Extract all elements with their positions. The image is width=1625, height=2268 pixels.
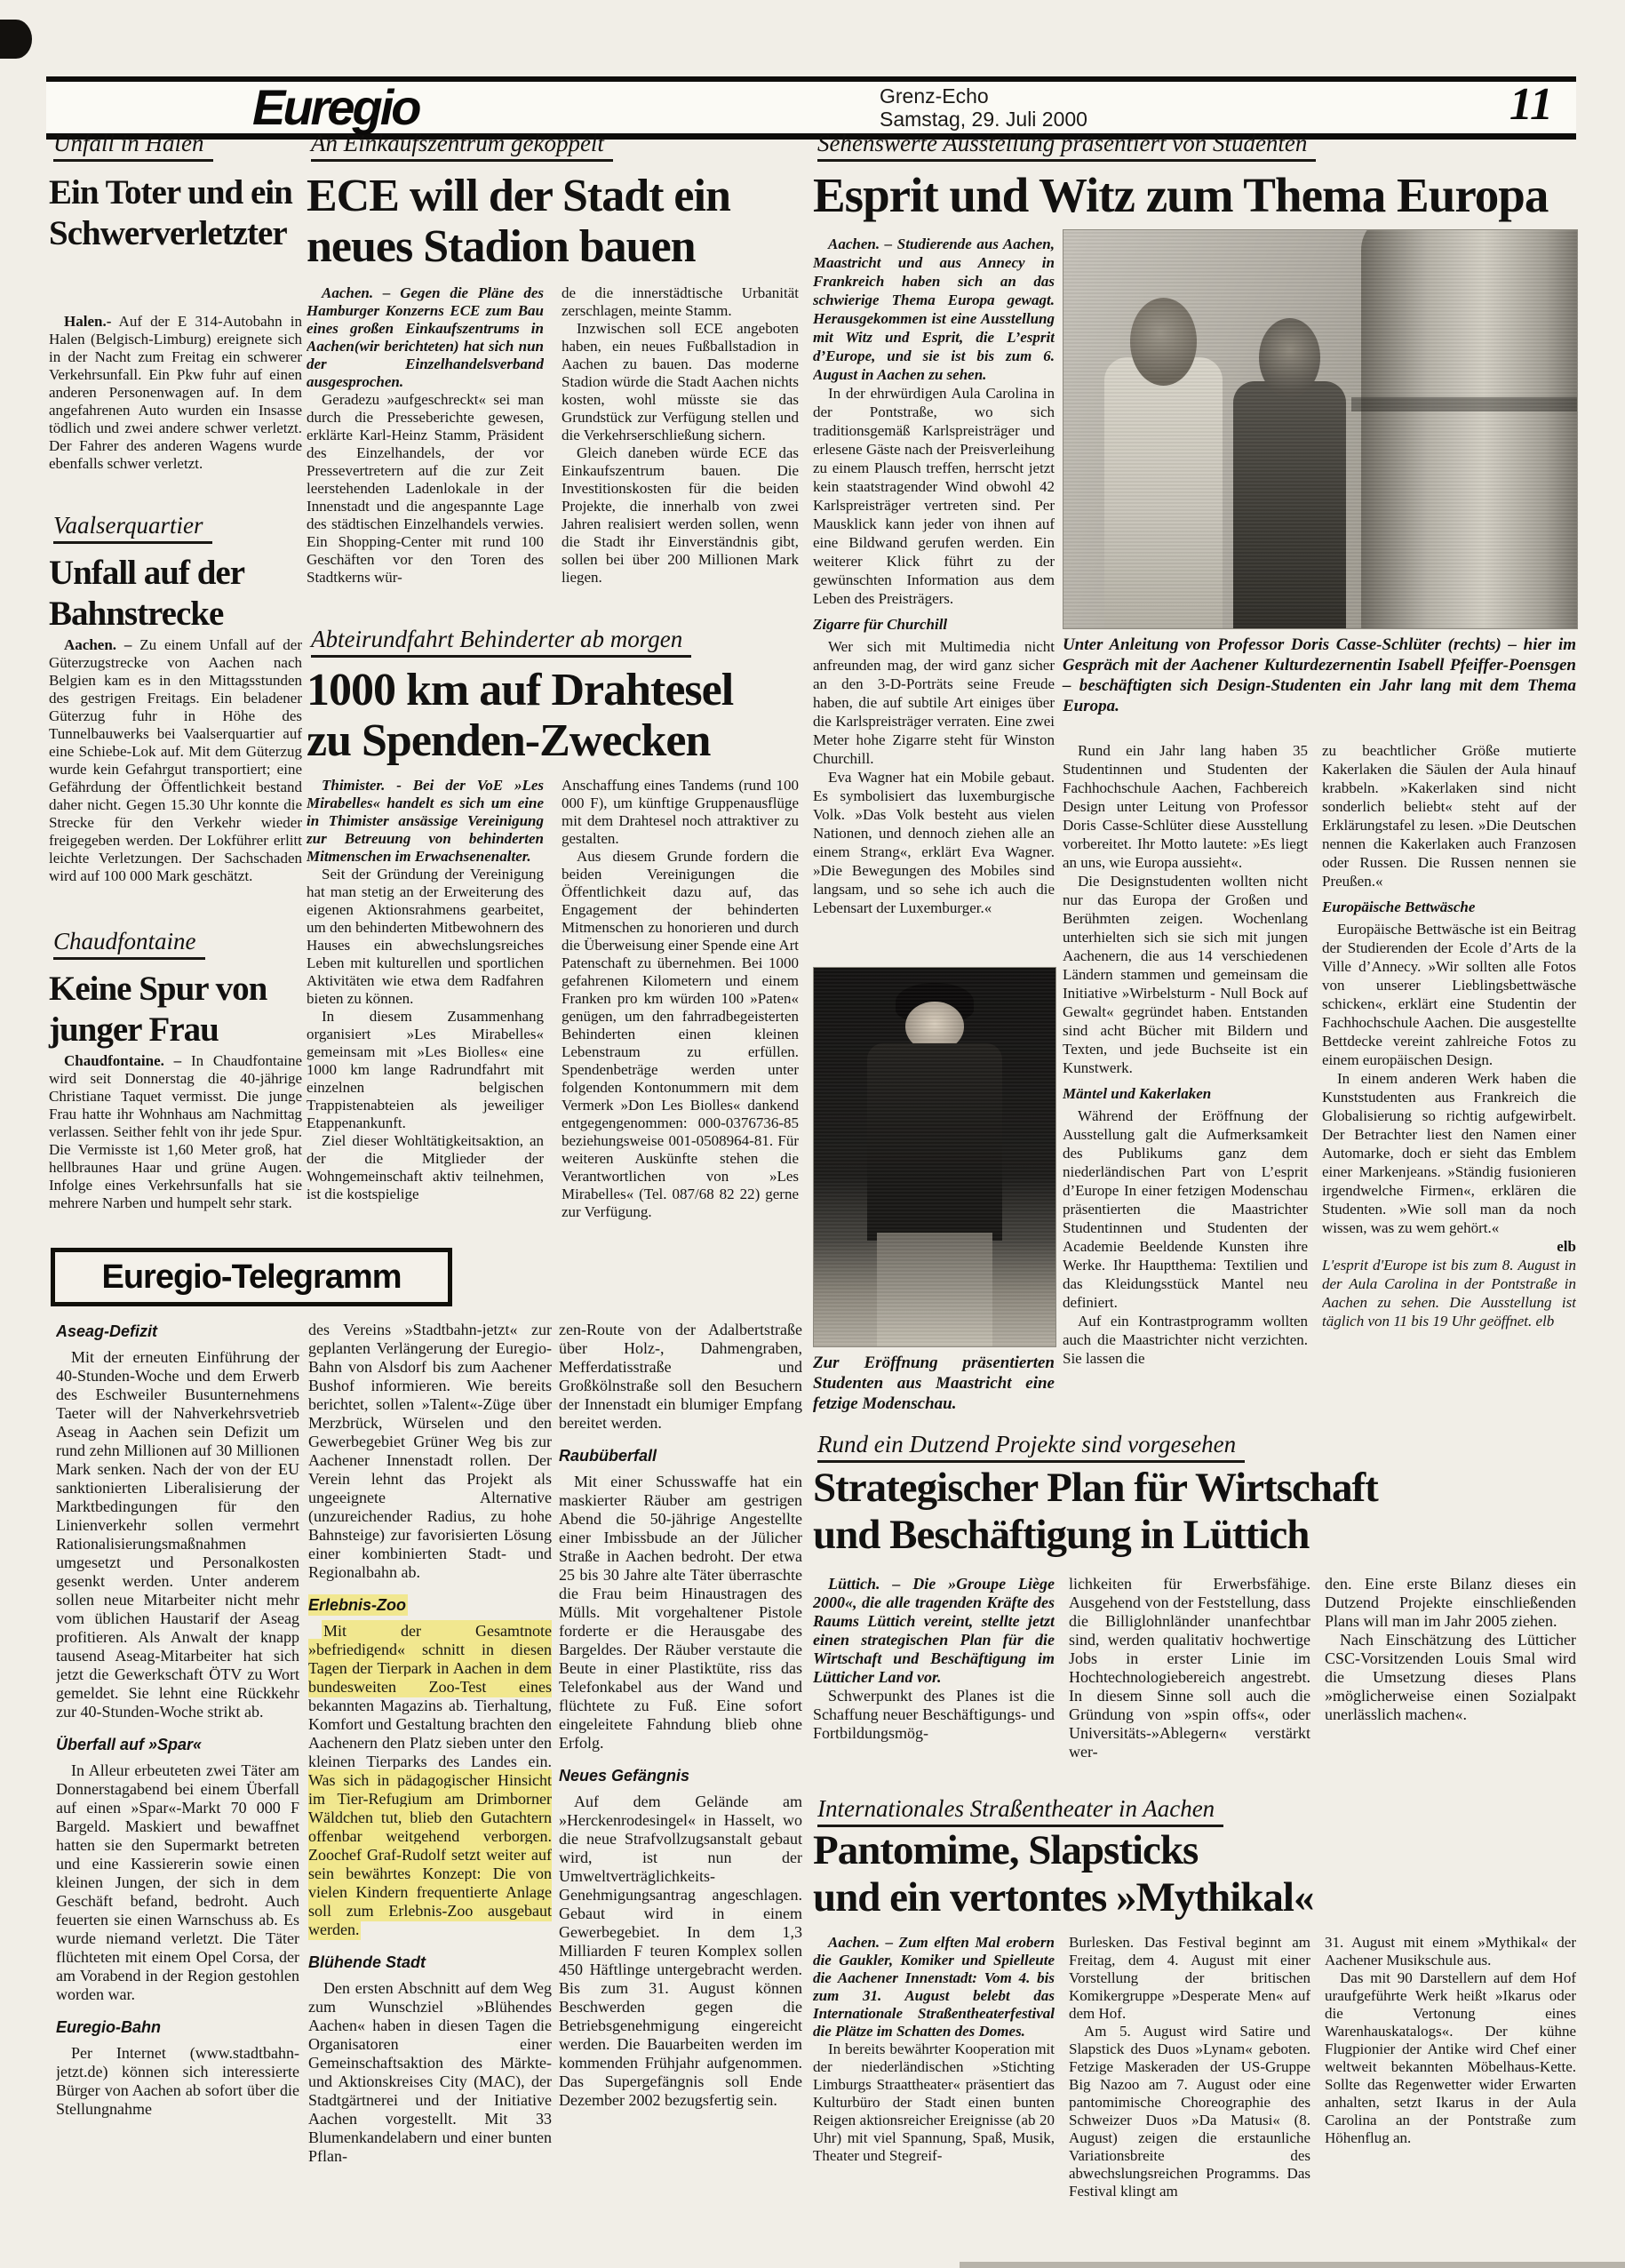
headline-line: und Beschäftigung in Lüttich	[813, 1512, 1310, 1558]
scan-artifact	[0, 20, 32, 59]
article-paragraph: In bereits bewährter Kooperation mit der niederländischen »Stichting Limburgs Straattheater« präsentiert das Kulturbüro der Stadt einen bunten Reigen aktionsreicher Ereignisse (ab 20 Uhr) mit viel Spannung, Spaß, Musik, Theater und Stegreif-	[813, 2040, 1055, 2164]
article-paragraph: Wer sich mit Multimedia nicht anfreunden mag, der wird ganz sicher an den 3-D-Porträts seine Freude haben, die auf subtile Art einiges über die Karlspreisträger verraten. Eine zwei Meter hohe Zigarre steht für Winston Churchill.	[813, 638, 1055, 767]
article-paragraph: den. Eine erste Bilanz dieses ein Dutzend Projekte einschließenden Plans will man im Jahr 2005 ziehen.	[1325, 1575, 1576, 1630]
article-body-keine-spur	[49, 1052, 302, 1244]
headline-line: Strategischer Plan für Wirtschaft	[813, 1465, 1378, 1511]
fashion-show-photo	[813, 967, 1056, 1347]
fashion-photo-caption: Zur Eröffnung präsentierten Studenten aus Maastricht eine fetzige Modenschau.	[813, 1354, 1055, 1413]
article-paragraph: Geradezu »aufgeschreckt« sei man durch die Presseberichte gewesen, erklärte Karl-Heinz Stamm, Präsident des Einzelhandels, der vor Pressevertretern auf die zur Zeit leerstehenden Ladenlokale in der Innenstadt und die angespannte Lage des städtischen Einzelhandels verwies. Ein Shopping-Center mit rund 100 Geschäften vor den Toren des Stadtkerns wür-	[307, 391, 544, 586]
luettich-column-1	[813, 1575, 1055, 1788]
article-paragraph: Schwerpunkt des Planes ist die Schaffung neuer Beschäftigungs- und Fortbildungsmög-	[813, 1687, 1055, 1742]
headline-drahtesel	[307, 665, 804, 766]
article-paragraph: 31. August mit einem »Mythikal« der Aachener Musikschule aus.	[1325, 1934, 1576, 1969]
telegram-paragraph: Per Internet (www.stadtbahn-jetzt.de) können sich interessierte Bürger von Aachen ab sofort über die Stellungnahme	[56, 2044, 299, 2118]
luettich-column-3	[1325, 1575, 1576, 1788]
headline-esprit: Esprit und Witz zum Thema Europa	[813, 168, 1549, 222]
telegram-paragraph: des Vereins »Stadtbahn-jetzt« zur geplanten Verlängerung der Euregio-Bahn von Alsdorf bis zum Aachener Bushof informieren. Wie bereits berichtet, sollen »Talent«-Züge über Merzbrück, Würselen und den Gewerbegebiet Grüner Weg bis zur Aachener Innenstadt rollen. Der Verein lehnt das Projekt als ungeeignete Alternative (unzureichender Radius, zu hohe Bahnsteige) zur favorisierten Lösung einer kombinierten Stadt- und Regionalbahn ab.	[308, 1321, 552, 1581]
article-paragraph: Am 5. August wird Satire und Slapstick des Duos »Lynam« geboten. Fetzige Maskeraden der US-Gruppe Big Nazoo am 7. August oder eine pantomimische Choreographie des Schweizer Duos »Da Matusi« (8. August) zeigen die erstaunliche Variationsbreite des abwechslungsreichen Programms. Das Festival klingt am	[1069, 2023, 1310, 2200]
dateline: Halen.-	[64, 313, 112, 330]
pantomime-column-3	[1325, 1934, 1576, 2263]
kicker-vaalserquartier: Vaalserquartier	[53, 512, 212, 544]
kicker-luettich: Rund ein Dutzend Projekte sind vorgesehen	[817, 1431, 1245, 1463]
article-paragraph: Europäische Bettwäsche ist ein Beitrag der Studierenden der Ecole d’Arts de la Ville d’Annecy. »Wir sollten alle Fotos von unserer Lieblingsbettwäsche schicken«, erklärt eine Studentin der Fachhochschule Aachen. Die ausgestellte Bettdecke vereint zahlreiche Fotos zu einem europäischen Design.	[1322, 921, 1576, 1068]
article-paragraph: Auf ein Kontrastprogramm wollten auch die Maastrichter nicht verzichten. Sie lassen die	[1063, 1313, 1308, 1367]
telegram-heading-gefaengnis: Neues Gefängnis	[559, 1767, 690, 1785]
kicker-esprit: Sehenswerte Ausstellung präsentiert von Studenten	[817, 130, 1316, 162]
article-text: Auf der E 314-Autobahn in Halen (Belgisch-Limburg) ereignete sich in der Nacht zum Freitag ein schwerer Verkehrsunfall. Ein Pkw fuhr auf einen anderen Personenwagen auf. In dem angefahrenen Auto wurden ein Insasse tödlich und zwei andere schwer verletzt. Der Fahrer des anderen Wagens wurde ebenfalls schwer verletzt.	[49, 313, 302, 472]
kicker-chaudfontaine: Chaudfontaine	[53, 928, 205, 960]
article-body-halen	[49, 313, 302, 501]
highlighted-heading: Erlebnis-Zoo	[308, 1596, 407, 1614]
kicker-ece: An Einkaufszentrum gekoppelt	[311, 130, 613, 162]
article-paragraph: In einem anderen Werk haben die Kunststudenten aus Frankreich die Globalisierung so richtig aufgewirbelt. Der Betrachter liest den Namen einer Automarke, doch er sieht das Emblem einer Markenjeans. »Ständig fusionieren irgendwelche Firmen«, erklären die Studenten. »Wie soll man da noch wissen, was zu wem gehört.«	[1322, 1070, 1576, 1236]
article-text: In Chaudfontaine wird seit Donnerstag die 40-jährige Christiane Taquet vermisst. Die junge Frau hatte ihr Wohnhaus am Nachmittag verlassen. Seither fehlt von ihr jede Spur. Die Vermisste ist 1,60 Meter groß, hat hellbraunes Haar und grüne Augen. Infolge eines Verkehrsunfalls hat sie mehrere Narben und humpelt sehr stark.	[49, 1052, 302, 1211]
headline-line: und ein vertontes »Mythikal«	[813, 1874, 1314, 1921]
article-body-bahnstrecke	[49, 636, 302, 924]
telegram-column-1	[56, 1321, 299, 2259]
headline-line: ECE will der Stadt ein	[307, 171, 730, 221]
telegram-heading-aseag: Aseag-Defizit	[56, 1322, 158, 1340]
article-lead: Lüttich. – Die »Groupe Liège 2000«, die alle tragenden Kräfte des Raums Lüttich vereint, stellte jetzt einen strategischen Plan für die Wirtschaft und Beschäftigung im Lütticher Land vor.	[813, 1575, 1055, 1686]
telegram-column-2	[308, 1321, 552, 2259]
article-paragraph: Seit der Gründung der Vereinigung hat man stetig an der Erweiterung des eigenen Aktionsrahmens gearbeitet, um den behinderten Mitbewohnern des Hauses ein abwechslungsreiches Leben mit kulturellen und sportlichen Aktivitäten wie etwa dem Radfahren bieten zu können.	[307, 866, 544, 1007]
article-paragraph	[49, 313, 302, 473]
kicker-unfall-halen: Unfall in Halen	[53, 130, 213, 162]
article-paragraph: lichkeiten für Erwerbsfähige. Ausgehend von der Feststellung, dass die Billiglohnländer unanfechtbar sind, werden qualitativ hochwertige Jobs in erster Linie im Hochtechnologiebereich angestrebt. In diesem Sinne soll auch die Gründung von »spin offs«, oder Universitäts-»Ablegern« verstärkt wer-	[1069, 1575, 1310, 1761]
article-paragraph: zu beachtlicher Größe mutierte Kakerlaken die Säulen der Aula hinauf krabbeln. »Kakerlaken sind nicht sonderlich beliebt« steht auf der Erklärungstafel zu lesen. »Die Deutschen nennen die Kakerlaken auch Franzosen oder Russen. Die Russen nennen sie Preußen.«	[1322, 742, 1576, 890]
masthead	[46, 76, 1576, 140]
article-lead: Aachen. – Studierende aus Aachen, Maastricht und aus Annecy in Frankreich haben sich an das schwierige Thema Europa gewagt. Herausgekommen ist eine Ausstellung mit Witz und Esprit, die L’esprit d’Europe, und sie ist bis zum 6. August in Aachen zu sehen.	[813, 236, 1055, 383]
photo-grain	[1063, 230, 1577, 628]
article-paragraph	[49, 1052, 302, 1212]
ece-column-1	[307, 284, 544, 615]
scan-artifact	[960, 2262, 1625, 2268]
exhibition-photo-caption: Unter Anleitung von Professor Doris Casse-Schlüter (rechts) – hier im Gespräch mit der Aachener Kulturdezernentin Isabell Pfeiffer-Poensgen – beschäftigten sich Design-Studenten ein Jahr lang mit dem Thema Europa.	[1063, 635, 1576, 715]
telegram-column-3	[559, 1321, 802, 2259]
article-paragraph: Gleich daneben würde ECE das Einkaufszentrum bauen. Die Investitionskosten für die beiden Projekte, die innerhalb von zwei Jahren realisiert werden sollen, wenn die Stadt ihr Einverständnis gibt, sollen bei über 200 Millionen Mark liegen.	[562, 444, 799, 586]
article-paragraph: de die innerstädtische Urbanität zerschlagen, meinte Stamm.	[562, 284, 799, 319]
page-number: 11	[1509, 79, 1553, 130]
issue-date: Samstag, 29. Juli 2000	[880, 108, 1087, 131]
photo-grain	[814, 968, 1055, 1346]
headline-line: neues Stadion bauen	[307, 221, 696, 272]
exhibition-photo	[1063, 229, 1578, 629]
pantomime-column-1	[813, 1934, 1055, 2263]
article-paragraph	[49, 636, 302, 885]
article-paragraph: In der ehrwürdigen Aula Carolina in der Pontstraße, wo sich traditionsgemäß Karlspreisträger und erlesene Gäste nach der Preisverleihung zu einem Plausch treffen, herrscht jetzt kein staatstragender Wind obwohl 42 Karlspreisträger vertreten sind. Per Mausklick kann jeder von ihnen auf eine Bildwand gerufen werden. Ein weiterer Klick führt zu der gewünschten Information aus dem Leben des Preisträgers.	[813, 385, 1055, 607]
kicker-drahtesel: Abteirundfahrt Behinderter ab morgen	[311, 626, 691, 658]
article-paragraph: Aus diesem Grunde fordern die beiden Vereinigungen die Öffentlichkeit dazu auf, das Engagement der behinderten Mitmenschen zu honorieren und durch die Überweisung einer Spende eine Art Patenschaft zu übernehmen. Bei 1000 gefahrenen Kilometern und einem Franken pro km würden 100 »Paten« genügen, um den fahrradbegeisterten Behinderten einen kleinen Lebenstraum zu erfüllen. Spendenbeträge werden unter folgenden Kontonummern mit dem Vermerk »Don Les Biolles« dankend entgegengenommen: 000-0376736-85 beziehungsweise 001-0508964-81. Für weiteren Auskünfte stehen die Verantwortlichen von »Les Mirabelles« (Tel. 087/68 82 22) gerne zur Verfügung.	[562, 848, 799, 1220]
paper-info	[880, 84, 1087, 131]
subhead-zigarre: Zigarre für Churchill	[813, 616, 948, 633]
headline-halen: Ein Toter und ein Schwerverletzter	[49, 173, 292, 252]
exhibition-info-note: L'esprit d'Europe ist bis zum 8. August in der Aula Carolina in der Pontstraße in Aachen zu sehen. Die Ausstellung ist täglich von 11 bis 19 Uhr geöffnet. elb	[1322, 1257, 1576, 1330]
article-paragraph: In diesem Zusammenhang organisiert »Les Mirabelles« gemeinsam mit »Les Biolles« eine 1000 km lange Radrundfahrt mit einzelnen belgischen Trappistenabteien als jeweiliger Etappenankunft.	[307, 1008, 544, 1131]
esprit-column-1	[813, 235, 1055, 962]
telegram-heading-raubueberfall: Raubüberfall	[559, 1447, 657, 1465]
dateline: Chaudfontaine. –	[64, 1052, 182, 1069]
article-paragraph: Während der Eröffnung der Ausstellung galt die Aufmerksamkeit des Publikums ganz dem niederländischen Part von L’esprit d’Europe In einer fetzigen Modenschau präsentierten die Maastrichter Studentinnen und Studenten der Academie Beeldende Kunsten ihre Werke. Ihr Hauptthema: Textilien und das Kleidungsstück Mantel neu definiert.	[1063, 1107, 1308, 1311]
section-logo: Euregio	[252, 79, 419, 135]
telegram-heading-euregiobahn: Euregio-Bahn	[56, 2018, 162, 2036]
headline-bahnstrecke: Unfall auf der Bahnstrecke	[49, 554, 244, 633]
ece-column-2	[562, 284, 799, 615]
headline-pantomime	[813, 1827, 1579, 1921]
telegram-text: bekannten Magazins ab. Tierhaltung, Komfort und Gestaltung brachten den Aachenern den Platz sieben unter den kleinen Tierparks des Landes ein.	[308, 1697, 552, 1770]
headline-line: Pantomime, Slapsticks	[813, 1827, 1199, 1873]
headline-line: zu Spenden-Zwecken	[307, 715, 711, 766]
headline-line: 1000 km auf Drahtesel	[307, 665, 734, 715]
luettich-column-2	[1069, 1575, 1310, 1788]
article-paragraph: Burlesken. Das Festival beginnt am Freitag, dem 4. August mit einer Vorstellung der britischen Komikergruppe »Desperate Men« auf dem Hof.	[1069, 1934, 1310, 2022]
author-signature: elb	[1557, 1238, 1576, 1255]
headline-luettich	[813, 1465, 1579, 1559]
esprit-column-3	[1322, 741, 1576, 1434]
drahtesel-column-2	[562, 777, 799, 1241]
telegram-title: Euregio-Telegramm	[101, 1258, 402, 1296]
telegram-heading-zoo	[308, 1596, 552, 1615]
article-paragraph: Anschaffung eines Tandems (rund 100 000 F), um künftige Gruppenausflüge mit dem Drahtesel noch attraktiver zu gestalten.	[562, 777, 799, 847]
highlighted-text: Was sich in pädagogischer Hinsicht im Tier-Refugium am Drimborner Wäldchen tut, blieb den Gutachtern offenbar weitgehend verborgen. Zoochef Graf-Rudolf setzt weiter auf sein bewährtes Konzept: Die von vielen Kindern frequentierte Anlage soll zum Erlebnis-Zoo ausgebaut werden.	[308, 1771, 552, 1938]
telegram-paragraph: Mit der erneuten Einführung der 40-Stunden-Woche und dem Erwerb des Eschweiler Busunternehmens Taeter will der Nahverkehrsvetrieb Aseag in Aachen sein Defizit um rund zehn Millionen auf 30 Millionen Mark senken. Nach der von der EU sanktionierten Liberalisierung der Marktbedingungen für den Linienverkehr sollen vermehrt Rationalisierungsmaßnahmen umgesetzt und Personalkosten gesenkt werden. Unter anderem sollen neue Mitarbeiter nicht mehr vom üblichen Haustarif der Aseag profitieren. Als Anwalt der knapp tausend Aseag-Mitarbeiter hat sich jetzt die Gewerkschaft ÖTV zu Wort gemeldet. Sie lehnt eine Rückkehr zur 40-Stunden-Woche strikt ab.	[56, 1348, 299, 1721]
kicker-strassentheater: Internationales Straßentheater in Aachen	[817, 1795, 1223, 1827]
telegram-paragraph: In Alleur erbeuteten zwei Täter am Donnerstagabend bei einem Überfall auf einen »Spar«-Markt 70 000 F Bargeld. Maskiert und bewaffnet hatten sie den Supermarkt betreten und eine Kassiererin sowie einen kleinen Jungen, der sich in dem Geschäft befand, bedroht. Auch feuerten sie einen Warnschuss ab. Es wurde niemand verletzt. Die Täter flüchteten mit einem Opel Corsa, der am Vorabend in der Region gestohlen worden war.	[56, 1761, 299, 2003]
article-paragraph: Ziel dieser Wohltätigkeitsaktion, an der die Mitglieder der Wohngemeinschaft aktiv teilnehmen, ist die kostspielige	[307, 1132, 544, 1202]
article-lead: Thimister. - Bei der VoE »Les Mirabelles« handelt es sich um eine in Thimister ansässige Vereinigung zur Betreuung von behinderten Mitmenschen im Erwachsenenalter.	[307, 777, 544, 865]
telegram-paragraph: Den ersten Abschnitt auf dem Weg zum Wunschziel »Blühendes Aachen« haben in diesen Tagen die Organisatoren einer Gemeinschaftsaktion des Märkte- und Aktionskreises City (MAC), der Stadtgärtnerei und der Initiative Aachen vorgestellt. Mit 33 Blumenkandelabern und einer bunten Pflan-	[308, 1979, 552, 2165]
article-text: Zu einem Unfall auf der Güterzugstrecke von Aachen nach Belgien kam es in den Mittagsstunden des gestrigen Freitags. Ein beladener Güterzug fuhr in Höhe des Tunnelbauwerks bei Vaalserquartier auf eine Schiebe-Lok auf. Mit dem Güterzug wurde kein Gefahrgut transportiert; eine Gefährdung der Öffentlichkeit bestand daher nicht. Gegen 15.30 Uhr konnte die Strecke für den Verkehr wieder freigegeben werden. Der Lokführer erlitt leichte Verletzungen. Der Sachschaden wird auf 100 000 Mark geschätzt.	[49, 636, 302, 884]
drahtesel-column-1	[307, 777, 544, 1241]
headline-keine-spur: Keine Spur von junger Frau	[49, 970, 267, 1049]
telegram-paragraph: Mit einer Schusswaffe hat ein maskierter Räuber am gestrigen Abend die 50-jährige Angestellte einer Imbissbude an der Jülicher Straße in Aachen bedroht. Der etwa 25 bis 30 Jahre alte Täter überraschte die Frau beim Hinaustragen des Mülls. Mit vorgehaltener Pistole forderte er die Herausgabe des Bargeldes. Der Räuber verstaute die Beute in einer Plastiktüte, riss das Telefonkabel aus der Wand und flüchtete zu Fuß. Eine sofort eingeleitete Fahndung blieb ohne Erfolg.	[559, 1473, 802, 1752]
article-paragraph: Das mit 90 Darstellern auf dem Hof uraufgeführte Werk heißt »Ikarus oder die Vertonung eines Warenhauskatalogs«. Der kühne Flugpionier der Antike wird Chef einer weltweit bekannten Möbelhaus-Kette. Sollte das Regenwetter wider Erwarten anhalten, setzt Ikarus in der Aula Carolina an der Pontstraße zum Höhenflug an.	[1325, 1969, 1576, 2146]
headline-ece	[307, 171, 804, 272]
article-paragraph: Rund ein Jahr lang haben 35 Studentinnen und Studenten der Fachhochschule Aachen, Fachbereich Design unter Leitung von Professor Doris Casse-Schlüter diese Ausstellung vorbereitet. Ihr Motto lautete: »Es liegt an uns, wie Europa aussieht«.	[1063, 742, 1308, 871]
telegram-paragraph	[308, 1622, 552, 1939]
highlighted-text: Mit der Gesamtnote »befriedigend« schnitt in diesen Tagen der Tierpark in Aachen in dem bundesweiten Zoo-Test eines	[308, 1622, 552, 1696]
subhead-maentel: Mäntel und Kakerlaken	[1063, 1085, 1212, 1102]
article-paragraph: Die Designstudenten wollten nicht nur das Europa der Großen und Berühmten zeigen. Wochenlang unterhielten sich sie sich mit jungen Aachenern, die aus 14 verschiedenen Ländern stammen und gemeinsam die Initiative »Wirbelsturm - Null Bock auf Gewalt« gegründet haben. Entstanden sind acht Bücher mit Bildern und Texten, und jede Buchseite ist ein Kunstwerk.	[1063, 873, 1308, 1076]
subhead-bettwaesche: Europäische Bettwäsche	[1322, 898, 1476, 915]
telegram-paragraph: Auf dem Gelände am »Herckenrodesingel« in Hasselt, wo die neue Strafvollzugsanstalt gebaut wird, ist nun der Umweltverträglichkeits-Genehmigungsantrag angeschlagen. Gebaut wird in einem Gewerbegebiet. In dem 1,3 Milliarden F teuren Komplex sollen 450 Häftlinge untergebracht werden. Bis zum 31. August können Beschwerden gegen die Betriebsgenehmigung eingereicht werden. Die Bauarbeiten werden im kommenden Frühjahr aufgenommen. Das Supergefängnis soll Ende Dezember 2002 bezugsfertig sein.	[559, 1793, 802, 2109]
article-paragraph: Inzwischen soll ECE angeboten haben, ein neues Fußballstadion in Aachen zu bauen. Das moderne Stadion würde die Stadt Aachen nichts kosten, wohl müsste sie das Grundstück zur Verfügung stellen und die Verkehrserschließung sichern.	[562, 320, 799, 443]
telegram-heading-bluehende-stadt: Blühende Stadt	[308, 1953, 426, 1971]
dateline: Aachen. –	[64, 636, 132, 653]
telegram-title-box	[51, 1248, 452, 1306]
article-paragraph: Nach Einschätzung des Lütticher CSC-Vorsitzenden Louis Smal wird die Umsetzung dieses Plans »möglicherweise einen Sozialpakt unerlässlich machen«.	[1325, 1631, 1576, 1723]
article-paragraph: Eva Wagner hat ein Mobile gebaut. Es symbolisiert das luxemburgische Volk. »Das Volk besteht aus vielen Nationen, und dennoch ziehen alle an einem Strang«, erklärt Eva Wagner. »Die Bewegungen des Mobiles sind langsam, und so sehe ich auch die Lebensart der Luxemburger.«	[813, 769, 1055, 916]
telegram-heading-spar: Überfall auf »Spar«	[56, 1736, 203, 1753]
telegram-paragraph: zen-Route von der Adalbertstraße über Holz-, Dahmengraben, Mefferdatisstraße und Großkölnstraße soll den Besuchern der Innenstadt ein blumiger Empfang bereitet werden.	[559, 1321, 802, 1432]
esprit-column-2	[1063, 741, 1308, 1427]
paper-name: Grenz-Echo	[880, 84, 989, 108]
pantomime-column-2	[1069, 1934, 1310, 2263]
article-lead: Aachen. – Gegen die Pläne des Hamburger Konzerns ECE zum Bau eines großen Einkaufszentrums in Aachen(wir berichteten) hat sich nun der Einzelhandelsverband ausgesprochen.	[307, 284, 544, 390]
article-lead: Aachen. – Zum elften Mal erobern die Gaukler, Komiker und Spielleute die Aachener Innenstadt: Vom 4. bis zum 31. August belebt das Internationale Straßentheaterfestival die Plätze im Schatten des Domes.	[813, 1934, 1055, 2040]
